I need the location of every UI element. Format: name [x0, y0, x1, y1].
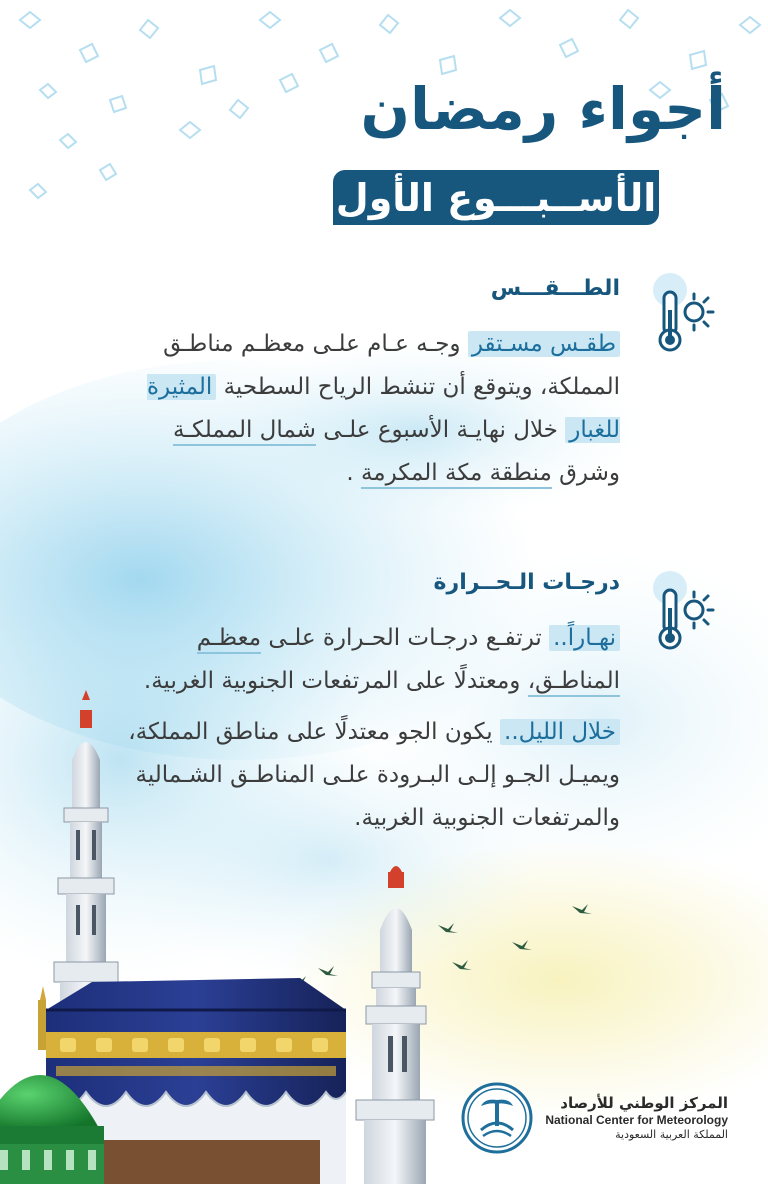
thermometer-sun-icon	[650, 272, 720, 352]
weather-heading: الطـــقـــس	[490, 276, 620, 301]
night-paragraph	[110, 711, 620, 840]
org-country: المملكة العربية السعودية	[615, 1128, 728, 1141]
temperature-heading: درجـات الـحــرارة	[433, 570, 620, 595]
daytime-paragraph	[110, 617, 620, 703]
daytime-text: ومعتدلًا على المرتفعات الجنوبية الغربية.	[143, 668, 528, 694]
underline-most-regions: معظـم المناطـق،	[197, 625, 620, 697]
page-subtitle: الأســبـــوع الأول	[335, 175, 657, 220]
daytime-text: ترتفـع درجـات الحـرارة علـى	[261, 625, 550, 651]
weather-text: .	[346, 460, 361, 486]
ncm-logo-icon	[461, 1082, 533, 1154]
org-name-ar: المركز الوطني للأرصاد	[560, 1094, 728, 1113]
header	[360, 75, 726, 143]
highlight-dust: المثيرة للغبار	[146, 374, 620, 443]
page-title: أجواء رمضان	[360, 75, 726, 143]
thermometer-sun-icon	[650, 570, 720, 650]
highlight-night: خلال الليل..	[500, 719, 620, 745]
weather-text: وجـه عـام علـى معظـم مناطـق المملكة، ويتوقع أن تنشط الرياح السطحية	[163, 331, 620, 400]
highlight-daytime: نهـاراً..	[549, 625, 620, 651]
subtitle-banner	[333, 170, 659, 225]
highlight-stable-weather: طقـس مسـتقر	[468, 331, 620, 357]
weather-text: خلال نهايـة الأسبوع علـى	[315, 417, 566, 443]
underline-north: شمال المملكـة	[173, 417, 316, 446]
weather-paragraph	[110, 323, 620, 495]
org-name-en: National Center for Meteorology	[545, 1113, 728, 1127]
weather-text: وشرق	[551, 460, 620, 486]
org-logo-block	[461, 1082, 728, 1154]
night-text: يكون الجو معتدلًا على مناطق المملكة، ويميـل الجـو إلـى البـرودة علـى المناطـق الشـمالية والمرتفعات الجنوبية الغربية.	[128, 719, 620, 831]
weather-section	[110, 276, 620, 495]
org-name	[545, 1094, 728, 1142]
temperature-section	[110, 570, 620, 840]
underline-makkah: منطقة مكة المكرمة	[361, 460, 552, 489]
